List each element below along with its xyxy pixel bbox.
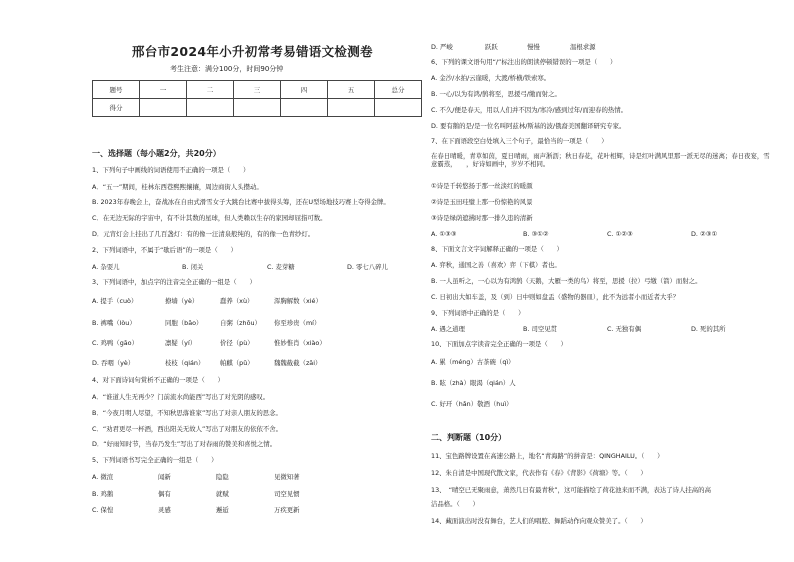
page-title: 邢台市2024年小升初常考易错语文检测卷 — [132, 44, 373, 59]
option-word: 闻新 — [158, 473, 171, 481]
option-word: 跃跃 — [485, 43, 498, 51]
header-cell: 五 — [328, 81, 375, 99]
option[interactable]: C. 无独有偶 — [607, 325, 642, 333]
question-line: A．“五一”期间，桂林东西巷熙熙攘攘，周边商街人头攒动。 — [92, 183, 263, 191]
option[interactable]: A. 微渲 — [92, 473, 114, 481]
question-line: 11、宝色路牌设置在高速公路上，地名“青海路”的拼音是：QINGHAILU。（ ） — [431, 452, 664, 460]
question-line: 6、下列的课文语句用“/”标注出的朗读停顿错误的一项是（ ） — [431, 58, 617, 66]
question-line: C．“劝君更尽一杯酒，西出阳关无故人”写出了对朋友的依依不舍。 — [92, 425, 283, 433]
header-cell: 题号 — [93, 81, 140, 99]
question-line: A．“谁道人生无再少？门前流水尚能西”写出了对光阴的感叹。 — [92, 393, 270, 401]
option-word: 慢慢 — [527, 43, 540, 51]
option-word: 偶有 — [158, 490, 171, 498]
option-word: 隐隐 — [216, 473, 229, 481]
option[interactable]: A. 杂耍儿 — [92, 263, 120, 271]
sentence-option: ③诗是绿荫遮拂时那一排久违的清新 — [431, 214, 533, 222]
question-line: 5、下列词语书写完全正确的一组是（ ） — [92, 456, 218, 464]
option[interactable]: B. 司空见贯 — [523, 325, 558, 333]
option-word: 你至珍贵（mí） — [274, 319, 321, 327]
question-line: 4、对下面诗词句赏析不正确的一项是（ ） — [92, 376, 224, 384]
left-column — [12, 0, 397, 562]
question-line: C. 日初出大如车盖，及（到）日中则如盘盂（盛物的器皿），此不为远者小而近者大乎？ — [431, 293, 680, 301]
option-word: 浑胸解数（xié） — [274, 297, 322, 305]
option[interactable]: C. 保惶 — [92, 506, 114, 514]
option-word: 凛疑（yí） — [165, 339, 197, 347]
option[interactable]: B. 眩（zhà）眼渴（qián）人 — [431, 379, 516, 387]
option-word: 就赋 — [216, 490, 229, 498]
header-cell: 一 — [140, 81, 187, 99]
question-line: 13、 “晴空已无聚雨意，萧然几日有最青秋”，这可能描绘了荷花池来而不满，表达了诗人挂高的高 — [431, 486, 711, 494]
option[interactable]: B. ③①② — [523, 230, 549, 238]
option-word: 枝枝（qián） — [165, 359, 205, 367]
question-line: 洁品格。（ ） — [431, 500, 479, 508]
option-word: 撩墙（yè） — [165, 297, 199, 305]
question-line: A. 金沙/水拍/云崖暖，大渡/桥横/铁索寒。 — [431, 74, 551, 82]
option-word: 邂逅 — [216, 506, 229, 514]
section-choice-heading: 一、选择题（每小题2分，共20分） — [92, 149, 221, 158]
option[interactable]: A. ①③③ — [431, 230, 457, 238]
question-line: B. 一心/以为有鸿/鹄将至，思援弓/缴而射之。 — [431, 90, 561, 98]
question-line: 14、藏面演出时没有舞台，艺人们的唱腔、舞蹈动作向观众赞美了。（ ） — [431, 517, 647, 525]
option-word: 魏魏截截（zāi） — [274, 359, 322, 367]
option-word: 灵感 — [158, 506, 171, 514]
question-line: B. 一人虽听之，一心以为有鸿鹄（天鹅，大雁一类的鸟）将至，思援（拉）弓缴（箭）而射之。 — [431, 277, 702, 285]
question-line: D. 要有鹅的是/是一位名叫阿兹林/斯基的波/俄裔美国翻译研究专家。 — [431, 122, 626, 130]
option-word: 同胞（bāo） — [165, 319, 203, 327]
option-word: 帕麒（pǔ） — [220, 359, 254, 367]
section-judgment-heading: 二、判断题（10分） — [431, 433, 507, 442]
question-line: 12、朱自清是中国现代散文家，代表作有《春》《背影》《荷塘》等。（ ） — [431, 469, 647, 477]
header-cell: 总分 — [375, 81, 422, 99]
option-word: 自粥（zhōu） — [220, 319, 261, 327]
question-line: 9、下列词语中正确的是（ ） — [431, 309, 525, 317]
question-line: C．在无边无际的宇宙中，有不计其数的星球，但人类赖以生存的家园却屈指可数。 — [92, 214, 327, 222]
question-line: 1、下列句子中画线的词语使用不正确的一项是（ ） — [92, 166, 250, 174]
option[interactable]: D. 吞咽（yè） — [92, 359, 135, 367]
option[interactable]: D. 死的其所 — [691, 325, 726, 333]
option[interactable]: D. 零七八碎儿 — [347, 263, 388, 271]
question-line: D．元宵灯会上挂出了几百盏灯：有的像一汪清泉般纯的，有的像一色青纱灯。 — [92, 230, 315, 238]
question-line: B．“今夜月明人尽望，不知秋思落谁家”写出了对亲人朋友的思念。 — [92, 409, 282, 417]
option[interactable]: A. 遇之道理 — [431, 325, 465, 333]
option[interactable]: B. 裤嘴（lòu） — [92, 319, 136, 327]
question-line: 8、下面文言文字词解释正确的一项是（ ） — [431, 245, 563, 253]
question-line: 3、下列词语中，加点字的注音完全正确的一组是（ ） — [92, 278, 256, 286]
option[interactable]: C. ①②③ — [607, 230, 633, 238]
sentence-option: ②诗是玉田珪璧上那一份惊艳的风景 — [431, 198, 533, 206]
passage-text: 在春日晴暖，青草如茵，夏日晴雨，雨声淅沥；秋日春花，花叶相辉，诗是红叶满风里那一派无尽的迷离；春日夜宴，雪意霸蒸， ，好诗如画中，岁岁不相同。 — [431, 152, 770, 168]
option[interactable]: A. 提手（cuò） — [92, 297, 138, 305]
question-line: 10、下面加点字读音完全正确的一项是（ ） — [431, 340, 567, 348]
option-word: 价径（pù） — [220, 339, 254, 347]
option-word: 惟妙惟肖（xiào） — [274, 339, 326, 347]
option-word: 蠢养（xù） — [220, 297, 254, 305]
question-line: A. 弈秋，通国之善（喜欢）弈（下棋）者也。 — [431, 261, 561, 269]
question-line: 7、在下面语段空白处填入三个句子，最恰当的一项是（ ） — [431, 137, 608, 145]
row-label: 得分 — [93, 99, 140, 117]
option[interactable]: B. 鸡鹅 — [92, 490, 114, 498]
question-line: 2、下列词语中，不属于“歇后语”的一项是（ ） — [92, 246, 237, 254]
option-word: 温根求源 — [570, 43, 596, 51]
option[interactable]: D. 严峻 — [431, 43, 453, 51]
right-column — [405, 0, 790, 562]
question-line: B. 2023年春晚会上，奋战冰在自由式滑雪女子大跳台比赛中拔得头筹，还在U型场地技巧赛上夺得金牌。 — [92, 198, 390, 206]
header-cell: 四 — [281, 81, 328, 99]
header-cell: 二 — [187, 81, 234, 99]
option[interactable]: B. 闭关 — [182, 263, 204, 271]
question-line: D．“好雨知时节，当春乃发生”写出了对春雨的赞美和喜悦之情。 — [92, 440, 277, 448]
option-word: 见微知著 — [274, 473, 300, 481]
option-word: 司空见惯 — [274, 490, 300, 498]
exam-notice: 考生注意：满分100分，时间90分钟 — [170, 65, 284, 73]
sentence-option: ①诗是千转悠扬于那一丝淡红的暖颜 — [431, 182, 533, 190]
option[interactable]: D. ②③① — [691, 230, 718, 238]
option[interactable]: C. 鸡鸭（gāo） — [92, 339, 138, 347]
header-cell: 三 — [234, 81, 281, 99]
option[interactable]: C. 好玕（hǎn）敬酒（huì） — [431, 400, 513, 408]
question-line: C. 不久/便是春天，用以人们并不因为/寒冷/感到过年/而迎春的热情。 — [431, 106, 628, 114]
option[interactable]: C. 麦芽糖 — [267, 263, 295, 271]
option-word: 万疾更新 — [274, 506, 300, 514]
option[interactable]: A. 累（méng）古茶碗（qì） — [431, 358, 515, 366]
